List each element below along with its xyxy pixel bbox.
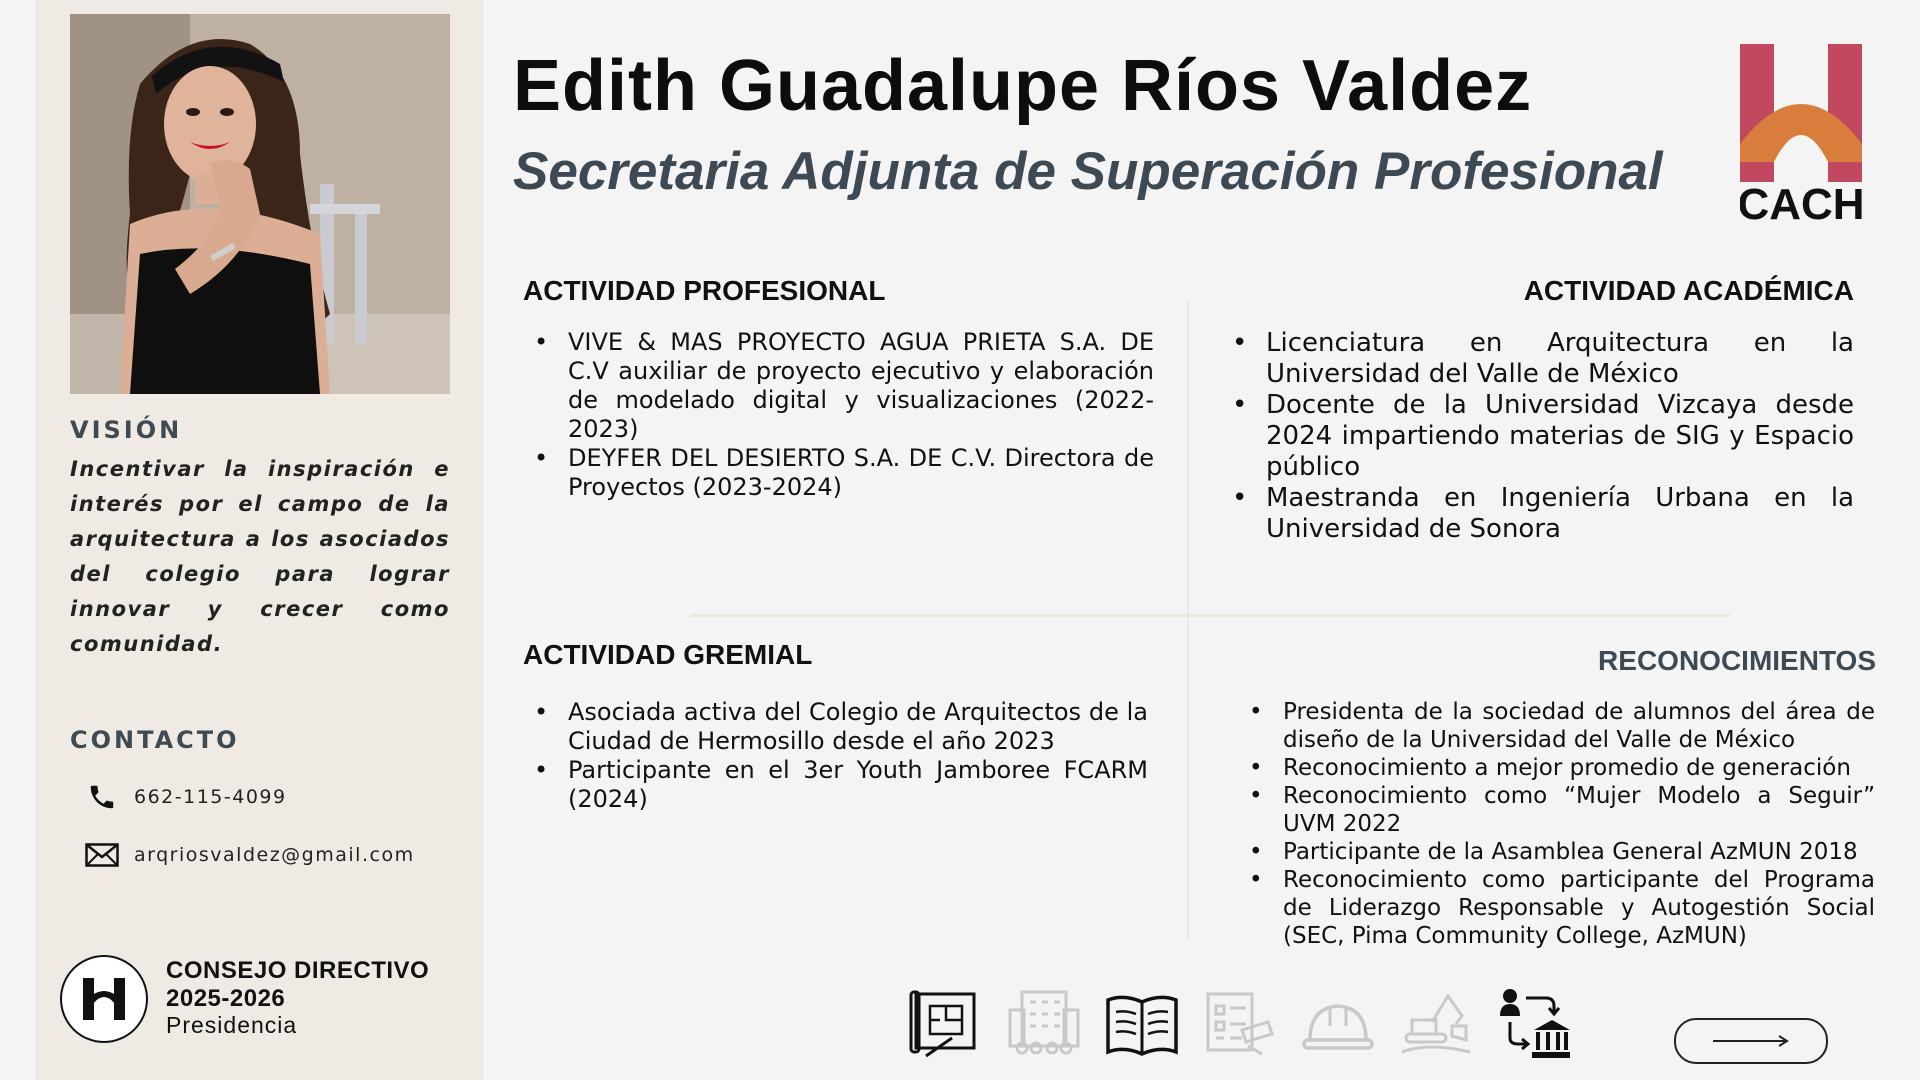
list-profesional — [528, 328, 1154, 502]
excavator-icon — [1398, 986, 1474, 1062]
council-years: 2025-2026 — [166, 985, 286, 1012]
section-title-academica: ACTIVIDAD ACADÉMICA — [1523, 275, 1854, 306]
section-title-gremial: ACTIVIDAD GREMIAL — [523, 639, 813, 670]
helmet-icon — [1300, 986, 1376, 1062]
list-item: • Maestranda en Ingeniería Urbana en la Universidad de Sonora — [1226, 483, 1854, 545]
phone-icon — [83, 781, 121, 813]
list-item: • Asociada activa del Colegio de Arquitectos de la Ciudad de Hermosillo desde el año 2023 — [528, 698, 1148, 756]
person-role: Secretaria Adjunta de Superación Profesional — [513, 142, 1663, 201]
phone-contact[interactable] — [83, 781, 287, 813]
phone-number: 662-115-4099 — [134, 786, 287, 808]
council-info — [166, 957, 429, 1037]
council-title: CONSEJO DIRECTIVO — [166, 957, 430, 984]
arrow-right-icon — [1711, 1034, 1791, 1048]
list-item: • Reconocimiento como “Mujer Modelo a Seguir” UVM 2022 — [1243, 782, 1875, 838]
book-icon — [1104, 986, 1180, 1062]
list-item: • VIVE & MAS PROYECTO AGUA PRIETA S.A. DE C.V auxiliar de proyecto ejecutivo y elaboración de modelado digital y visualizaciones (2022-2023) — [528, 328, 1154, 444]
person-name: Edith Guadalupe Ríos Valdez — [513, 46, 1533, 126]
sidebar — [35, 0, 483, 1080]
next-button[interactable] — [1674, 1018, 1828, 1064]
profile-photo — [70, 14, 450, 394]
list-item: • Licenciatura en Arquitectura en la Universidad del Valle de México — [1226, 328, 1854, 390]
list-item: • Participante en el 3er Youth Jamboree FCARM (2024) — [528, 756, 1148, 814]
contact-title: CONTACTO — [70, 726, 240, 754]
list-gremial — [528, 698, 1148, 814]
list-item: • Presidenta de la sociedad de alumnos del área de diseño de la Universidad del Valle de México — [1243, 698, 1875, 754]
vision-text: Incentivar la inspiración e interés por el campo de la arquitectura a los asociados del colegio para lograr innovar y crecer como comunidad. — [70, 457, 450, 656]
email-contact[interactable] — [83, 839, 415, 871]
vertical-divider — [1187, 300, 1189, 940]
building-icon — [1006, 986, 1082, 1062]
list-item: • Docente de la Universidad Vizcaya desde 2024 impartiendo materias de SIG y Espacio público — [1226, 390, 1854, 483]
envelope-icon — [83, 839, 121, 871]
list-item: • Reconocimiento como participante del Programa de Liderazgo Responsable y Autogestión Social (SEC, Pima Community College, AzMUN) — [1243, 866, 1875, 950]
cach-logo-text: CACH — [1740, 180, 1862, 224]
list-reconocimientos — [1243, 698, 1875, 950]
list-academica — [1226, 328, 1854, 545]
vision-title: VISIÓN — [70, 416, 183, 444]
blueprint-icon — [908, 986, 984, 1062]
plans-icon — [1202, 986, 1278, 1062]
horizontal-divider — [690, 614, 1730, 617]
section-title-reconocimientos: RECONOCIMIENTOS — [1598, 645, 1876, 676]
council-logo-icon — [60, 955, 148, 1043]
institution-icon — [1496, 986, 1572, 1062]
list-item: • Participante de la Asamblea General AzMUN 2018 — [1243, 838, 1875, 866]
list-item: • Reconocimiento a mejor promedio de generación — [1243, 754, 1875, 782]
cach-logo — [1740, 44, 1862, 224]
footer-icons — [908, 982, 1572, 1062]
list-item: • DEYFER DEL DESIERTO S.A. DE C.V. Directora de Proyectos (2023-2024) — [528, 444, 1154, 502]
council-role: Presidencia — [166, 1012, 298, 1038]
email-address: arqriosvaldez@gmail.com — [134, 844, 415, 866]
section-title-profesional: ACTIVIDAD PROFESIONAL — [523, 275, 886, 306]
